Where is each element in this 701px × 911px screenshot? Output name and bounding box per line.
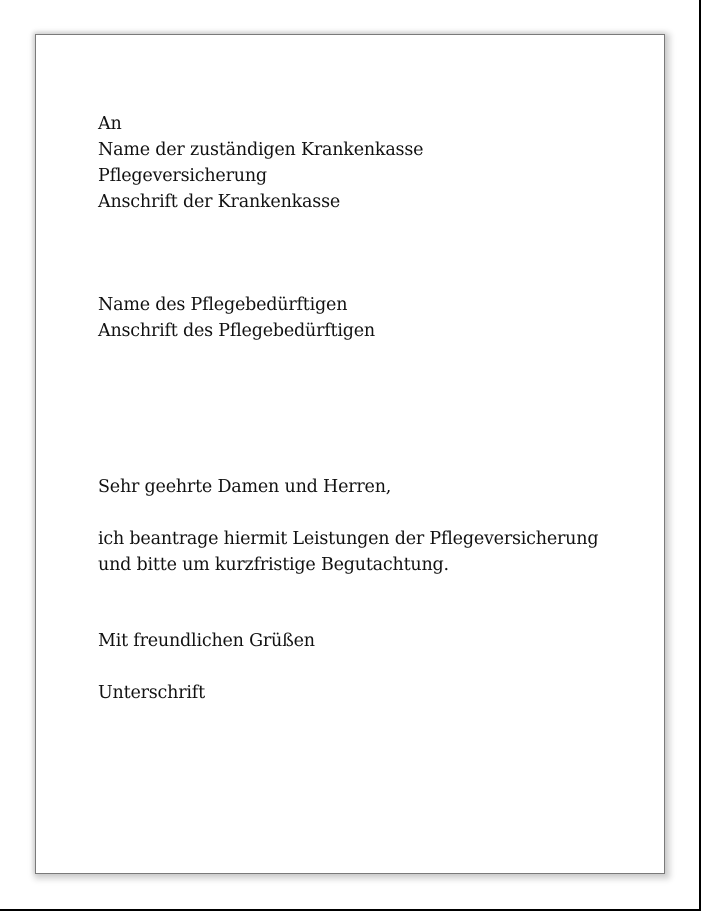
body-line-1: ich beantrage hiermit Leistungen der Pflegeversicherung [98, 529, 599, 549]
sender-address-block [98, 292, 375, 344]
closing-text: Mit freundlichen Grüßen [98, 631, 315, 651]
signature-text: Unterschrift [98, 683, 205, 703]
sender-line-name: Name des Pflegebedürftigen [98, 295, 348, 315]
sender-line-address: Anschrift des Pflegebedürftigen [98, 321, 375, 341]
letter-page [35, 34, 665, 874]
recipient-line-insurer-name: Name der zuständigen Krankenkasse [98, 140, 424, 160]
recipient-line-department: Pflegeversicherung [98, 166, 267, 186]
body-line-2: und bitte um kurzfristige Begutachtung. [98, 555, 449, 575]
recipient-line-address: Anschrift der Krankenkasse [98, 192, 341, 212]
salutation [98, 474, 391, 500]
closing [98, 628, 315, 654]
recipient-line-to: An [98, 114, 122, 134]
letter-body [98, 526, 598, 578]
recipient-address-block [98, 111, 423, 215]
signature [98, 680, 205, 706]
salutation-text: Sehr geehrte Damen und Herren, [98, 477, 392, 497]
